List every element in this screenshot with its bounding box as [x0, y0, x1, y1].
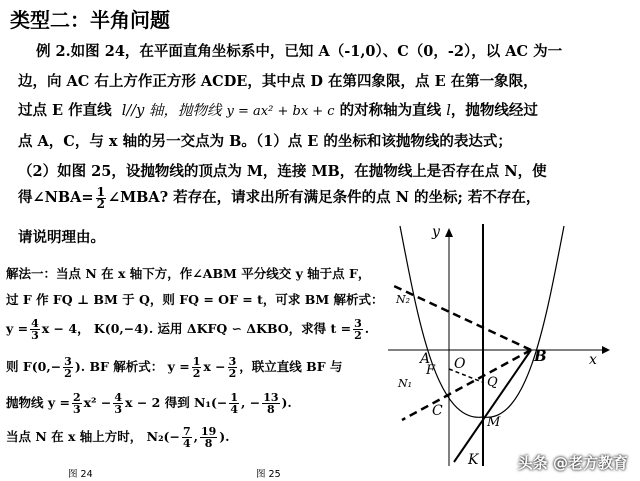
watermark: 头条 @老方教育 — [517, 454, 628, 472]
label-K: K — [468, 452, 479, 466]
section-title: 类型二：半角问题 — [10, 8, 170, 32]
x-axis-arrow-icon — [602, 346, 610, 354]
solution-line-3: y = $\frac{4}{3}$ x − 4， K(0,−4). 运用 ΔKFQ ∽ ΔKBO，求得 t = $\frac{3}{2}$ . — [6, 317, 370, 342]
label-N1: N₁ — [398, 377, 413, 390]
label-M: M — [487, 415, 501, 430]
solution-line-5: 抛物线 y = $\frac{2}{3}$ x² − $\frac{4}{3}$ x − 2 得到 N₁(− $\frac{1}{4}$ , − $\frac{13}{8}$ ). — [6, 391, 292, 416]
label-y: y — [432, 224, 440, 240]
problem-line-5: （2）如图 25，设抛物线的顶点为 M，连接 MB，在抛物线上是否存在点 N，使 — [18, 163, 547, 180]
y-axis-arrow-icon — [445, 228, 453, 237]
label-C: C — [432, 403, 443, 419]
solution-line-4: 则 F(0,− $\frac{3}{2}$ ). BF 解析式： y = $\frac{1}{2}$ x − $\frac{3}{2}$ ，联立直线 BF 与 — [6, 355, 343, 380]
label-x: x — [589, 352, 597, 368]
parabola-figure — [388, 224, 628, 466]
problem-line-3: 过点 E 作直线 l//y 轴，抛物线 y = ax² + bx + c 的对称轴为直线 l，抛物线经过 — [18, 102, 538, 119]
label-Q: Q — [487, 375, 498, 390]
solution-line-1: 解法一：当点 N 在 x 轴下方，作∠ABM 平分线交 y 轴于点 F， — [6, 266, 371, 281]
caption-fig24: 图 24 — [68, 469, 93, 480]
label-O: O — [454, 356, 466, 372]
solution-line-2: 过 F 作 FQ ⊥ BM 于 Q，则 FQ = OF = t，可求 BM 解析式： — [6, 292, 384, 307]
line-b-n2 — [394, 286, 531, 350]
problem-line-4: 点 A，C，与 x 轴的另一交点为 B。（1）点 E 的坐标和该抛物线的表达式； — [18, 133, 512, 150]
label-N2: N₂ — [396, 293, 411, 306]
caption-fig25: 图 25 — [256, 469, 281, 480]
line-bm — [454, 350, 531, 462]
problem-line-7: 请说明理由。 — [18, 229, 105, 246]
solution-line-6: 当点 N 在 x 轴上方时， N₂(− $\frac{7}{4}$ , $\frac{19}{8}$ ). — [6, 425, 230, 450]
label-F: F — [426, 363, 436, 378]
problem-line-1: 例 2.如图 24，在平面直角坐标系中，已知 A（-1,0）、C（0，-2），以 AC 为一 — [36, 43, 563, 60]
label-A: A — [420, 351, 431, 367]
label-B: B — [534, 347, 547, 365]
problem-line-2: 边，向 AC 右上方作正方形 ACDE，其中点 D 在第四象限，点 E 在第一象限， — [18, 73, 538, 90]
problem-line-6: 得∠NBA= $\frac{1}{2}$ ∠MBA? 若存在，请求出所有满足条件的点 N 的坐标; 若不存在， — [18, 184, 541, 211]
